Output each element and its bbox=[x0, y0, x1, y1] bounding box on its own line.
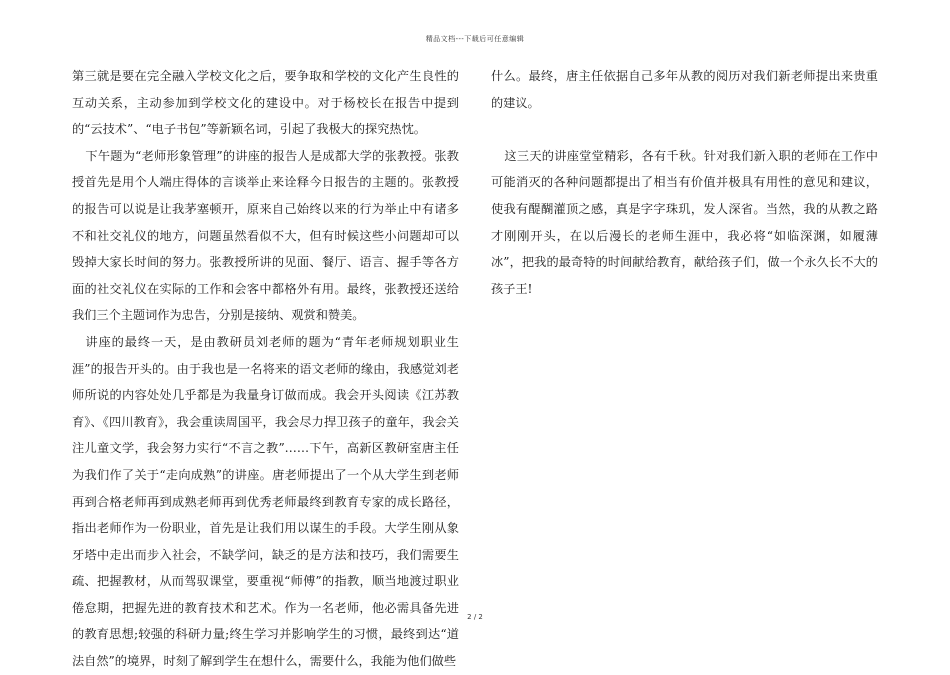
paragraph: 讲座的最终一天，是由教研员刘老师的题为“青年老师规划职业生涯”的报告开头的。由于我也是一名将来的语文老师的缘由，我感觉刘老师所说的内容处处几乎都是为我量身订做而成。我会开头阅读《江苏教育》、《四川教育》，我会重读周国平，我会尽力捍卫孩子的童年，我会关注儿童文学，我会努力实行“不言之教”……下午，高新区教研室唐主任为我们作了关于“走向成熟”的讲座。唐老师提出了一个从大学生到老师再到合格老师再到成熟老师再到优秀老师最终到教育专家的成长路径，指出老师作为一份职业，首先是让我们用以谋生的手段。大学生刚从象牙塔中走出而步入社会，不缺学问，缺乏的是方法和技巧，我们需要生疏、把握教材，从而驾驭课堂，要重视“师傅”的指教，顺当地渡过职业倦怠期，把握先进的教育技术和艺术。作为一名老师，他必需具备先进的教育思想;较强的科研力量;终生学习并影响学生的习惯，最终到达“道法自然”的境界，时刻了解到学生在想什么，需要什么，我能为他们做些 bbox=[72, 334, 459, 669]
page-header: 精品文档---下载后可任意编辑 bbox=[425, 35, 525, 43]
paragraph: 下午题为“老师形象管理”的讲座的报告人是成都大学的张教授。张教授首先是用个人端庄得体的言谈举止来诠释今日报告的主题的。张教授的报告可以说是让我茅塞顿开，原来自己始终以来的行为举止中有诸多不和社交礼仪的地方，问题虽然看似不大，但有时候这些小问题却可以毁掉大家长时间的努力。张教授所讲的见面、餐厅、语言、握手等各方面的社交礼仪在实际的工作和会客中都格外有用。最终，张教授还送给我们三个主题词作为忠告，分别是接纳、观赏和赞美。 bbox=[72, 148, 459, 323]
paragraph: 这三天的讲座堂堂精彩，各有千秋。针对我们新入职的老师在工作中可能消灭的各种问题都提出了相当有价值并极具有用性的意见和建议，使我有醍醐灌顶之感，真是字字珠玑，发人深省。当然，我的从教之路才刚刚开头，在以后漫长的老师生涯中，我必将“如临深渊，如履薄冰”，把我的最奇特的时间献给教育，献给孩子们，做一个永久长不大的孩子王! bbox=[491, 148, 878, 296]
paragraph: 第三就是要在完全融入学校文化之后，要争取和学校的文化产生良性的互动关系，主动参加到学校文化的建设中。对于杨校长在报告中提到的“云技术”、“电子书包”等新颖名词，引起了我极大的探究热忱。 bbox=[72, 69, 459, 137]
paragraph: 什么。最终，唐主任依据自己多年从教的阅历对我们新老师提出来贵重的建议。 bbox=[491, 69, 878, 110]
right-text-column bbox=[491, 63, 878, 302]
left-text-column bbox=[72, 63, 459, 675]
page-number: 2 / 2 bbox=[467, 613, 483, 621]
